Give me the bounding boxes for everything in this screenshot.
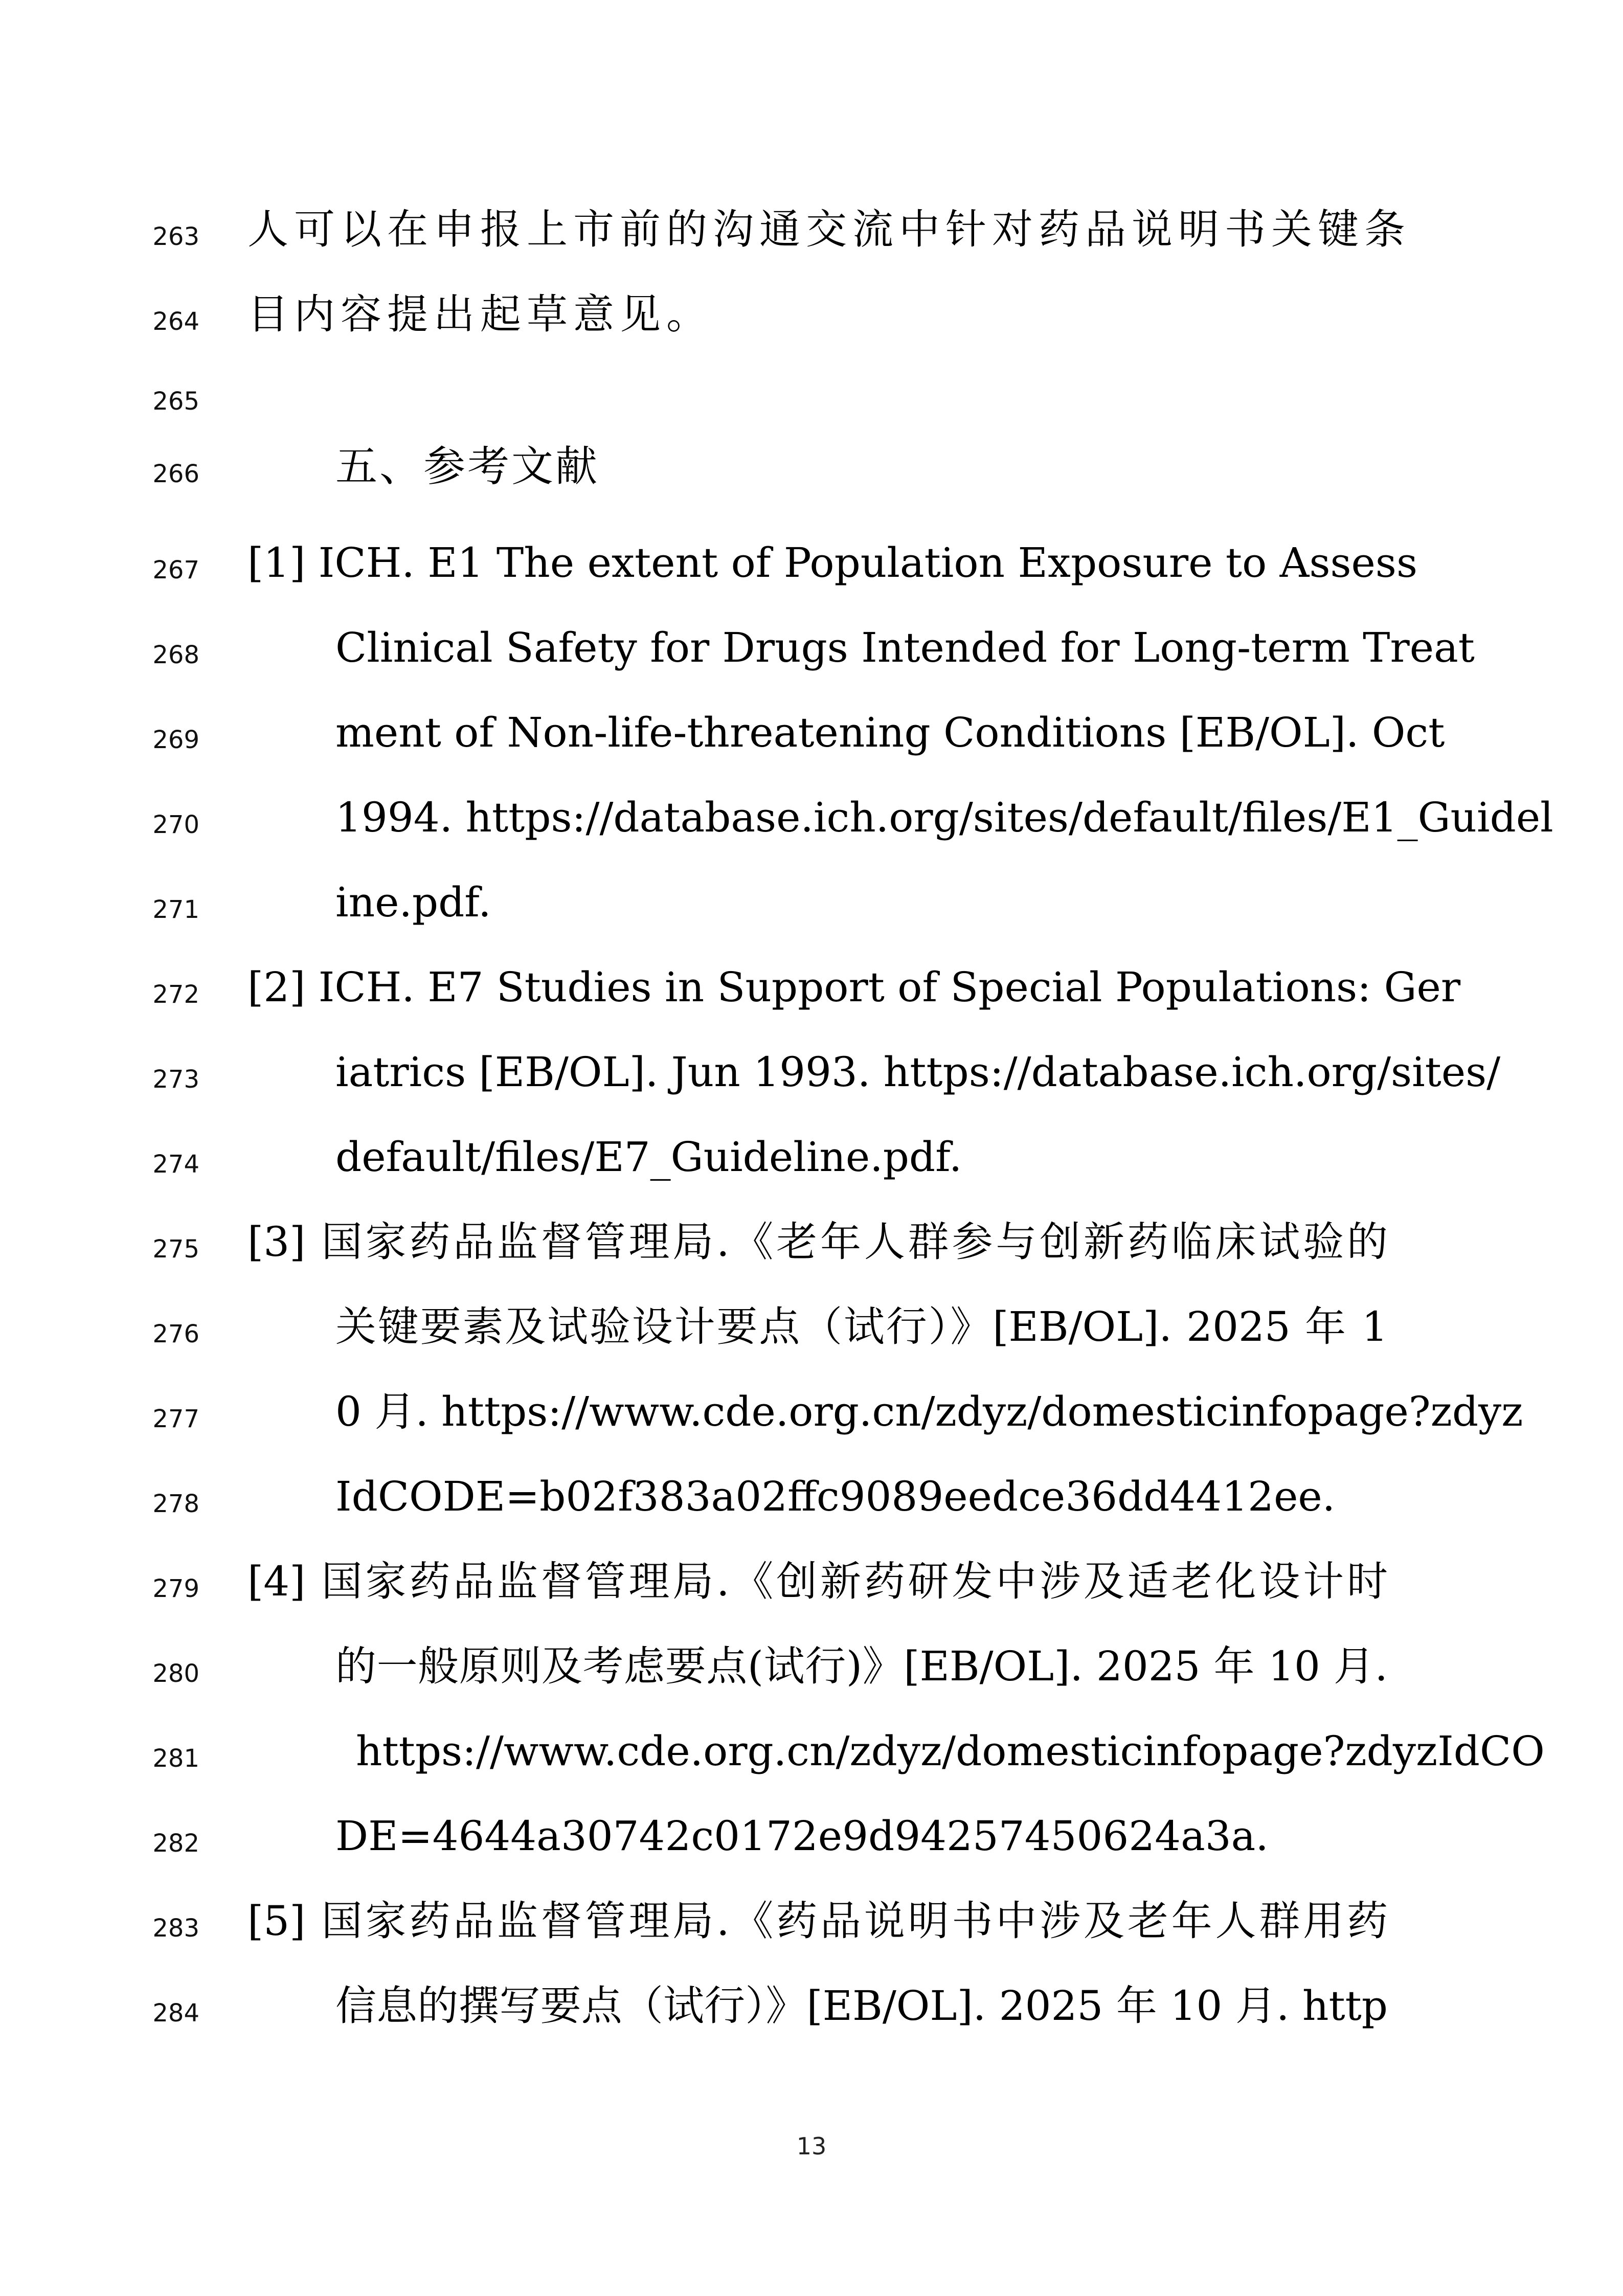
reference-line [0,860,1623,945]
line-number: 277 [152,1405,199,1433]
reference-line [0,1964,1623,2049]
reference-line [0,1369,1623,1454]
reference-line [0,1879,1623,1964]
reference-line [0,1030,1623,1115]
reference-text: ment of Non-life-threatening Conditions [EB/OL]. Oct [335,709,1445,756]
reference-line [0,775,1623,860]
page-number: 13 [796,2132,827,2160]
reference-text: 1994. https://database.ich.org/sites/default/files/E1_Guidel [335,794,1553,841]
reference-text: [1] ICH. E1 The extent of Population Exposure to Assess [247,539,1418,587]
reference-line [0,945,1623,1030]
text-line [0,424,1623,509]
reference-line [0,1454,1623,1539]
reference-line [0,1115,1623,1200]
line-number: 282 [152,1829,199,1858]
line-number: 272 [152,980,199,1009]
reference-text: DE=4644a30742c0172e9d94257450624a3a. [335,1812,1269,1860]
body-text: 人可以在申报上市前的沟通交流中针对药品说明书关键条 [247,206,1411,253]
reference-text: default/files/E7_Guideline.pdf. [335,1133,962,1181]
reference-line [0,1794,1623,1879]
reference-text: IdCODE=b02f383a02ffc9089eedce36dd4412ee. [335,1473,1336,1520]
reference-text: iatrics [EB/OL]. Jun 1993. https://database.ich.org/sites/ [335,1048,1501,1096]
line-number: 264 [152,307,199,336]
line-number: 270 [152,811,199,839]
reference-text: ine.pdf. [335,879,491,926]
reference-line [0,521,1623,605]
text-line [0,187,1623,272]
line-number: 278 [152,1490,199,1518]
reference-line [0,605,1623,690]
reference-line [0,1285,1623,1369]
reference-text: [2] ICH. E7 Studies in Support of Special Populations: Ger [247,963,1461,1011]
line-number: 267 [152,556,199,584]
reference-text: 0 月. https://www.cde.org.cn/zdyz/domesticinfopage?zdyz [335,1388,1523,1435]
text-line [0,272,1623,357]
reference-text: [3] 国家药品监督管理局.《老年人群参与创新药临床试验的 [247,1218,1388,1266]
line-number: 268 [152,641,199,669]
line-number: 279 [152,1574,199,1603]
reference-text: 关键要素及试验设计要点（试行）》[EB/OL]. 2025 年 1 [335,1303,1388,1350]
reference-text: [4] 国家药品监督管理局.《创新药研发中涉及适老化设计时 [247,1558,1388,1605]
reference-text: 信息的撰写要点（试行）》[EB/OL]. 2025 年 10 月. http [335,1982,1388,2030]
body-text: 目内容提出起草意见。 [247,290,713,338]
reference-text: https://www.cde.org.cn/zdyz/domesticinfopage?zdyzIdCO [356,1727,1545,1775]
reference-line [0,1624,1623,1709]
line-number: 273 [152,1065,199,1094]
line-number: 275 [152,1235,199,1264]
reference-line [0,690,1623,775]
reference-text: [5] 国家药品监督管理局.《药品说明书中涉及老年人群用药 [247,1897,1388,1945]
line-number: 271 [152,895,199,924]
reference-line [0,1709,1623,1794]
line-number: 263 [152,222,199,251]
section-heading: 五、参考文献 [335,442,600,491]
line-number: 276 [152,1320,199,1348]
line-number: 266 [152,460,199,488]
reference-text: 的一般原则及考虑要点(试行)》[EB/OL]. 2025 年 10 月. [335,1642,1388,1690]
line-number: 281 [152,1744,199,1773]
reference-line [0,1200,1623,1285]
line-number: 280 [152,1659,199,1688]
reference-text: Clinical Safety for Drugs Intended for Long-term Treat [335,624,1475,671]
line-number: 265 [152,387,199,416]
line-number: 274 [152,1150,199,1179]
line-number: 283 [152,1914,199,1943]
line-number: 284 [152,1999,199,2028]
reference-line [0,1539,1623,1624]
line-number: 269 [152,726,199,754]
